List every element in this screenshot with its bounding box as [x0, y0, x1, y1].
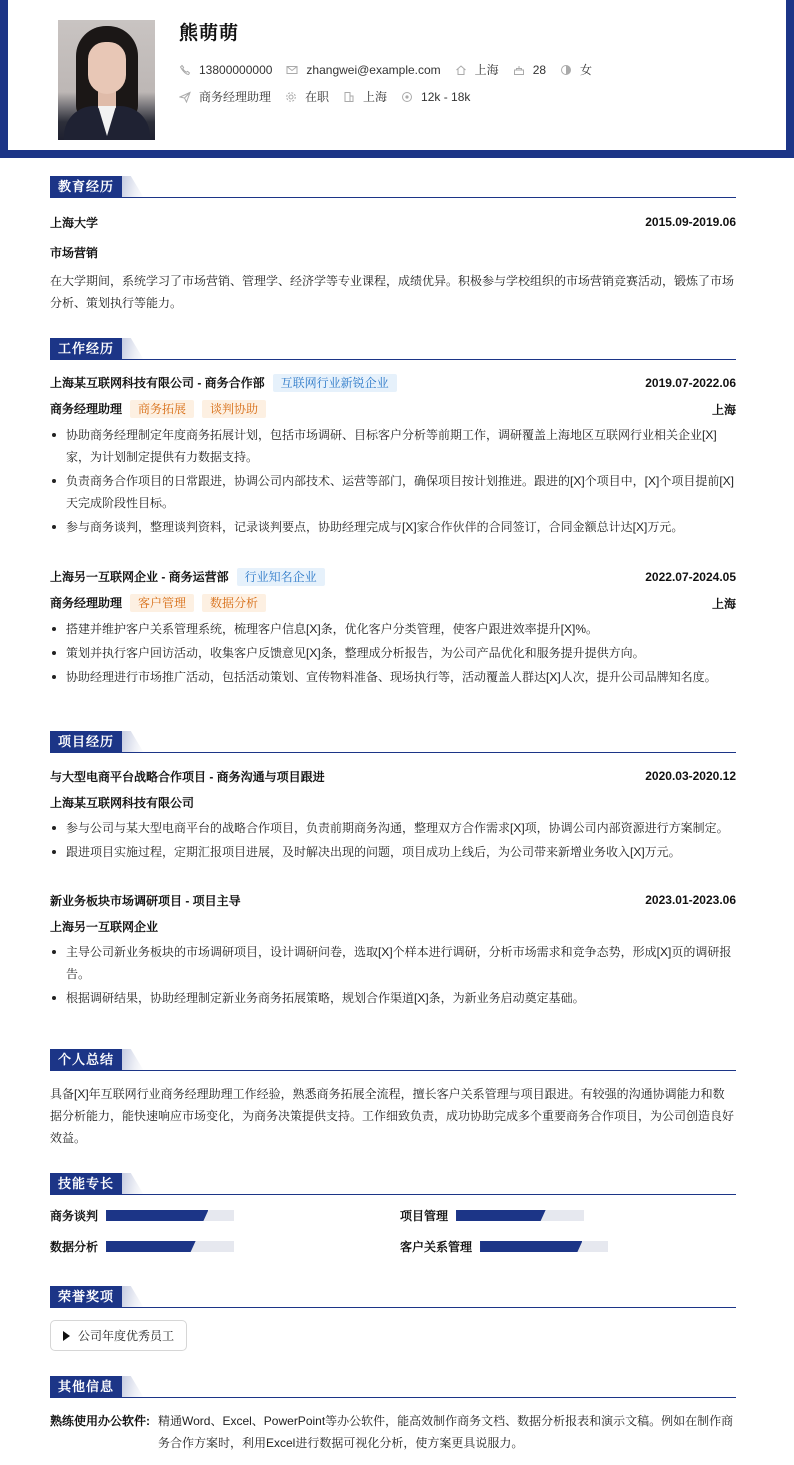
list-item: 负责商务合作项目的日常跟进，协调公司内部技术、运营等部门，确保项目按计划推进。跟进的[X]个项目中，[X]个项目提前[X]天完成阶段性目标。	[50, 470, 736, 514]
gender-icon	[560, 64, 572, 76]
work-bullets	[50, 424, 736, 538]
avatar	[58, 20, 155, 140]
section-header	[50, 1049, 736, 1071]
city-info	[455, 61, 499, 78]
project-item	[50, 765, 736, 889]
resume-body	[50, 176, 736, 1454]
list-item: 根据调研结果，协助经理制定新业务商务拓展策略，规划合作渠道[X]条，为新业务启动奠定基础。	[50, 987, 736, 1009]
work-item	[50, 372, 736, 566]
company-name: 上海某互联网科技有限公司 - 商务合作部	[50, 376, 265, 390]
project-org: 上海某互联网科技有限公司	[50, 795, 195, 810]
award-name: 公司年度优秀员工	[78, 1329, 175, 1343]
project-period: 2023.01-2023.06	[645, 893, 736, 907]
major: 市场营销	[50, 245, 99, 260]
resume-header	[0, 0, 794, 150]
skill-name: 数据分析	[50, 1240, 99, 1254]
education-desc: 在大学期间，系统学习了市场营销、管理学、经济学等专业课程，成绩优异。积极参与学校组织的市场营销竞赛活动，锻炼了市场分析、策划执行等能力。	[50, 274, 735, 310]
work-bullets	[50, 618, 736, 688]
contact-row	[179, 61, 606, 78]
skill-bar	[106, 1210, 234, 1221]
building-icon	[343, 91, 355, 103]
project-name: 新业务板块市场调研项目 - 项目主导	[50, 893, 241, 908]
other-info-row	[50, 1410, 736, 1454]
section-header	[50, 1376, 736, 1398]
job-intent-row	[179, 88, 484, 105]
target-city-info	[343, 88, 387, 105]
work-role-row	[50, 588, 736, 618]
section-header	[50, 176, 736, 198]
list-item: 协助商务经理制定年度商务拓展计划，包括市场调研、目标客户分析等前期工作，调研覆盖上海地区互联网行业相关企业[X]家，为计划制定提供有力数据支持。	[50, 424, 736, 468]
summary-text: 具备[X]年互联网行业商务经理助理工作经验，熟悉商务拓展全流程，擅长客户关系管理与项目跟进。有较强的沟通协调能力和数据分析能力，能快速响应市场变化，为商务决策提供支持。工作细致负责，成功协助完成多个重要商务合作项目，为公司创造良好效益。	[50, 1087, 735, 1145]
project-bullets	[50, 941, 736, 1009]
work-period: 2019.07-2022.06	[645, 376, 736, 390]
phone-info	[179, 63, 272, 77]
honors-section	[50, 1286, 736, 1376]
section-title: 个人总结	[50, 1049, 122, 1071]
section-title: 项目经历	[50, 731, 122, 753]
skill-item	[50, 1238, 400, 1255]
section-title: 技能专长	[50, 1173, 122, 1195]
school-name: 上海大学	[50, 215, 99, 230]
education-period: 2015.09-2019.06	[645, 215, 736, 229]
skill-bar	[480, 1241, 608, 1252]
cake-icon	[513, 64, 525, 76]
list-item: 主导公司新业务板块的市场调研项目，设计调研问卷，选取[X]个样本进行调研，分析市场需求和竞争态势，形成[X]页的调研报告。	[50, 941, 736, 985]
projects-section	[50, 731, 736, 1049]
work-item-header	[50, 566, 736, 588]
triangle-right-icon	[63, 1331, 70, 1341]
list-item: 参与公司与某大型电商平台的战略合作项目，负责前期商务沟通，整理双方合作需求[X]项，协调公司内部资源进行方案制定。	[50, 817, 736, 839]
role: 商务经理助理	[50, 596, 123, 610]
work-period: 2022.07-2024.05	[645, 570, 736, 584]
gender-text: 女	[580, 63, 593, 77]
skill-bar	[456, 1210, 584, 1221]
send-icon	[179, 91, 191, 103]
project-org-row	[50, 911, 736, 941]
work-section	[50, 338, 736, 731]
skill-bar-fill	[106, 1241, 196, 1252]
email-text: zhangwei@example.com	[306, 62, 441, 77]
coin-icon	[401, 91, 413, 103]
other-section	[50, 1376, 736, 1454]
phone-icon	[179, 64, 191, 76]
age-info	[513, 63, 546, 77]
company-tag: 互联网行业新锐企业	[273, 374, 397, 392]
skill-item	[50, 1207, 400, 1224]
skill-item	[400, 1207, 736, 1224]
list-item: 跟进项目实施过程，定期汇报项目进展，及时解决出现的问题，项目成功上线后，为公司带来新增业务收入[X]万元。	[50, 841, 736, 863]
skill-bar	[106, 1241, 234, 1252]
list-item: 搭建并维护客户关系管理系统，梳理客户信息[X]条，优化客户分类管理，使客户跟进效率提升[X]%。	[50, 618, 736, 640]
age-text: 28	[532, 62, 547, 77]
header-frame-bottom	[0, 150, 794, 158]
status-text: 在职	[305, 90, 330, 104]
project-period: 2020.03-2020.12	[645, 769, 736, 783]
project-header	[50, 889, 736, 911]
status-info	[285, 88, 329, 105]
skill-name: 项目管理	[400, 1209, 449, 1223]
skill-tag: 谈判协助	[202, 400, 266, 418]
work-location: 上海	[711, 402, 736, 417]
section-header	[50, 1173, 736, 1195]
section-title: 荣誉奖项	[50, 1286, 122, 1308]
skill-name: 客户关系管理	[400, 1240, 473, 1254]
gender-info	[560, 61, 592, 78]
skills-grid	[50, 1207, 736, 1255]
other-value: 精通Word、Excel、PowerPoint等办公软件，能高效制作商务文档、数据分析报表和演示文稿。例如在制作商务合作方案时，利用Excel进行数据可视化分析，使方案更具说服力。	[158, 1414, 734, 1450]
skill-bar-fill	[480, 1241, 582, 1252]
education-header	[50, 210, 736, 234]
section-title: 工作经历	[50, 338, 122, 360]
education-major-row	[50, 234, 736, 270]
project-item	[50, 889, 736, 1009]
award-item	[50, 1320, 187, 1351]
phone-text: 13800000000	[199, 62, 273, 77]
work-role-row	[50, 394, 736, 424]
salary-info	[401, 90, 470, 104]
email-info	[286, 63, 440, 77]
section-header	[50, 338, 736, 360]
work-item	[50, 566, 736, 688]
skill-name: 商务谈判	[50, 1209, 99, 1223]
list-item: 协助经理进行市场推广活动，包括活动策划、宣传物料准备、现场执行等，活动覆盖人群达[X]人次，提升公司品牌知名度。	[50, 666, 736, 688]
work-item-header	[50, 372, 736, 394]
company-name: 上海另一互联网企业 - 商务运营部	[50, 570, 229, 584]
role: 商务经理助理	[50, 402, 123, 416]
skill-bar-fill	[456, 1210, 546, 1221]
company-tag: 行业知名企业	[237, 568, 325, 586]
section-header	[50, 731, 736, 753]
project-bullets	[50, 817, 736, 863]
skill-tag: 数据分析	[202, 594, 266, 612]
summary-section	[50, 1049, 736, 1173]
section-title: 教育经历	[50, 176, 122, 198]
salary-text: 12k - 18k	[421, 89, 471, 104]
project-header	[50, 765, 736, 787]
other-key: 熟练使用办公软件:	[50, 1414, 150, 1428]
home-icon	[455, 64, 467, 76]
position-info	[179, 88, 271, 105]
position-text: 商务经理助理	[199, 90, 272, 104]
skill-item	[400, 1238, 736, 1255]
project-org-row	[50, 787, 736, 817]
skill-tag: 客户管理	[130, 594, 194, 612]
target-city-text: 上海	[363, 90, 388, 104]
list-item: 参与商务谈判，整理谈判资料，记录谈判要点，协助经理完成与[X]家合作伙伴的合同签订，合同金额总计达[X]万元。	[50, 516, 736, 538]
skill-tag: 商务拓展	[130, 400, 194, 418]
skills-section	[50, 1173, 736, 1286]
mail-icon	[286, 64, 298, 76]
education-section	[50, 176, 736, 338]
section-title: 其他信息	[50, 1376, 122, 1398]
candidate-name: 熊萌萌	[179, 23, 240, 44]
section-header	[50, 1286, 736, 1308]
gear-icon	[285, 91, 297, 103]
skill-bar-fill	[106, 1210, 208, 1221]
work-location: 上海	[711, 596, 736, 611]
project-name: 与大型电商平台战略合作项目 - 商务沟通与项目跟进	[50, 769, 325, 784]
city-text: 上海	[474, 63, 499, 77]
project-org: 上海另一互联网企业	[50, 919, 159, 934]
list-item: 策划并执行客户回访活动，收集客户反馈意见[X]条，整理成分析报告，为公司产品优化和服务提升提供方向。	[50, 642, 736, 664]
